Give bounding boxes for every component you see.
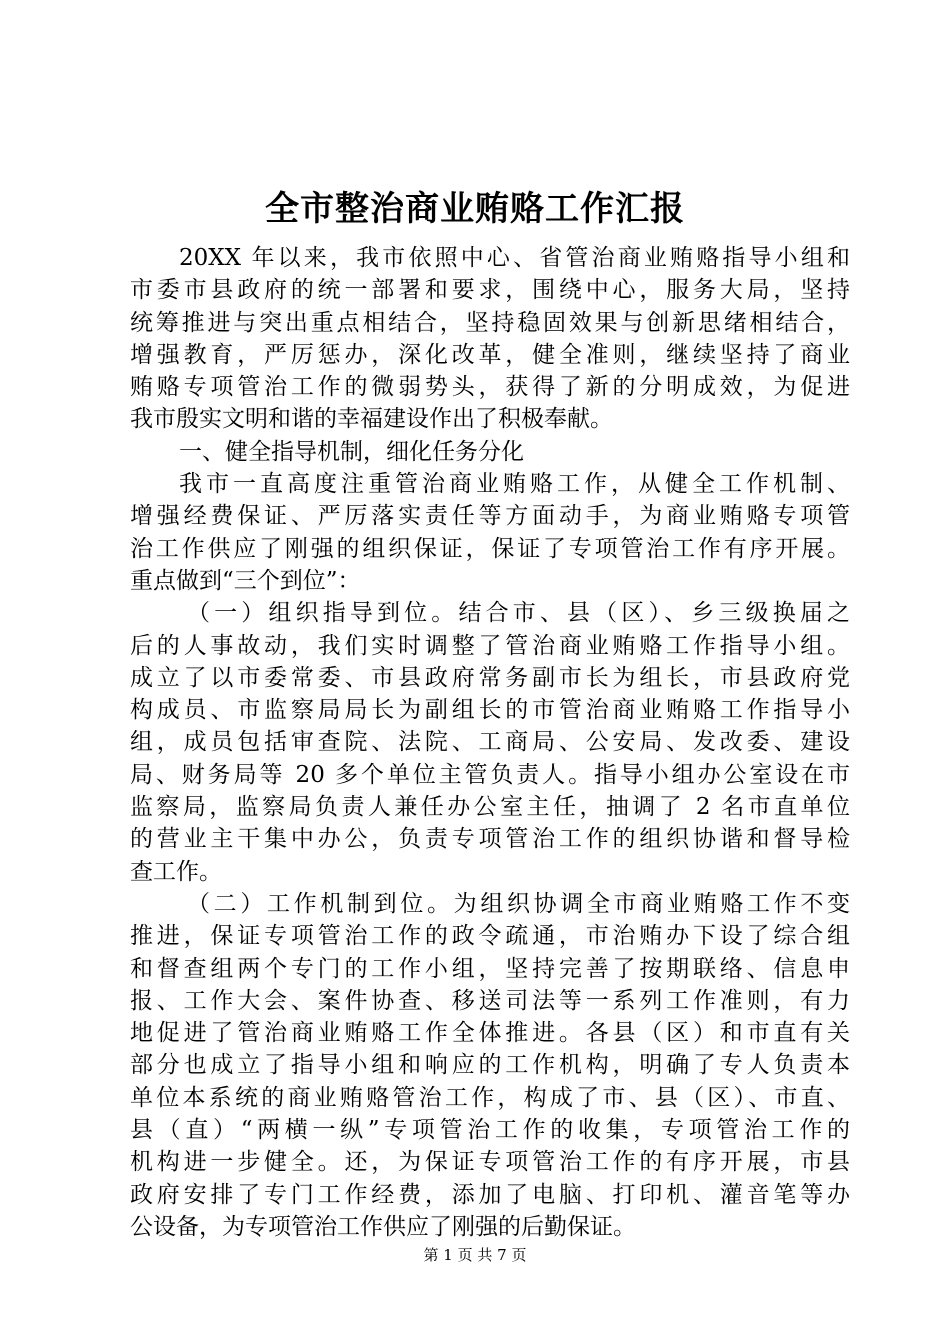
body-line: 构成员、市监察局局长为副组长的市管治商业贿赂工作指导小 bbox=[130, 697, 850, 724]
body-line: 治工作供应了刚强的组织保证，保证了专项管治工作有序开展。 bbox=[130, 535, 850, 562]
body-line: 增强教育，严厉惩办，深化改革，健全准则，继续坚持了商业 bbox=[130, 341, 850, 368]
body-line: 县（直）“两横一纵”专项管治工作的收集，专项管治工作的 bbox=[130, 1117, 850, 1144]
body-line: 部分也成立了指导小组和响应的工作机构，明确了专人负责本 bbox=[130, 1052, 850, 1079]
body-line: 政府安排了专门工作经费，添加了电脑、打印机、灌音笔等办 bbox=[130, 1181, 850, 1208]
body-line: 监察局，监察局负责人兼任办公室主任，抽调了 2 名市直单位 bbox=[130, 794, 850, 821]
body-line: 增强经费保证、严厉落实责任等方面动手，为商业贿赂专项管 bbox=[130, 503, 850, 530]
body-line: 查工作。 bbox=[130, 858, 222, 885]
body-line: 我市一直高度注重管治商业贿赂工作，从健全工作机制、 bbox=[179, 471, 850, 498]
document-body bbox=[130, 242, 850, 1243]
body-line: 组，成员包括审查院、法院、工商局、公安局、发改委、建设 bbox=[130, 729, 850, 756]
body-line: （一）组织指导到位。结合市、县（区）、乡三级换届之 bbox=[187, 600, 850, 627]
body-line: 市委市县政府的统一部署和要求，围绕中心，服务大局，坚持 bbox=[130, 277, 850, 304]
body-line: 单位本系统的商业贿赂管治工作，构成了市、县（区）、市直、 bbox=[130, 1084, 850, 1111]
body-line: 20XX 年以来，我市依照中心、省管治商业贿赂指导小组和 bbox=[179, 245, 850, 271]
body-line: 推进，保证专项管治工作的政令疏通，市治贿办下设了综合组 bbox=[130, 923, 850, 950]
body-line: 后的人事故动，我们实时调整了管治商业贿赂工作指导小组。 bbox=[130, 632, 850, 659]
body-line: 报、工作大会、案件协查、移送司法等一系列工作准则，有力 bbox=[130, 987, 850, 1014]
body-line: 重点做到“三个到位”： bbox=[130, 567, 361, 594]
body-line: 贿赂专项管治工作的微弱势头，获得了新的分明成效，为促进 bbox=[130, 374, 850, 401]
body-line: 我市殷实文明和谐的幸福建设作出了积极奉献。 bbox=[130, 406, 613, 433]
body-line: 局、财务局等 20 多个单位主管负责人。指导小组办公室设在市 bbox=[130, 761, 850, 788]
body-line: 公设备，为专项管治工作供应了刚强的后勤保证。 bbox=[130, 1213, 636, 1240]
body-line: 和督查组两个专门的工作小组，坚持完善了按期联络、信息申 bbox=[130, 955, 850, 982]
body-line: 机构进一步健全。还，为保证专项管治工作的有序开展，市县 bbox=[130, 1149, 850, 1176]
body-line: 地促进了管治商业贿赂工作全体推进。各县（区）和市直有关 bbox=[130, 1020, 850, 1047]
section-heading: 一、健全指导机制，细化任务分化 bbox=[179, 438, 524, 465]
body-line: 统筹推进与突出重点相结合，坚持稳固效果与创新思绪相结合， bbox=[130, 309, 850, 336]
document-title: 全市整治商业贿赂工作汇报 bbox=[265, 189, 685, 229]
body-line: 的营业主干集中办公，负责专项管治工作的组织协谐和督导检 bbox=[130, 826, 850, 853]
body-line: 成立了以市委常委、市县政府常务副市长为组长，市县政府党 bbox=[130, 664, 850, 691]
body-line: （二）工作机制到位。为组织协调全市商业贿赂工作不变 bbox=[187, 890, 850, 917]
page-footer: 第 1 页 共 7 页 bbox=[423, 1246, 527, 1264]
